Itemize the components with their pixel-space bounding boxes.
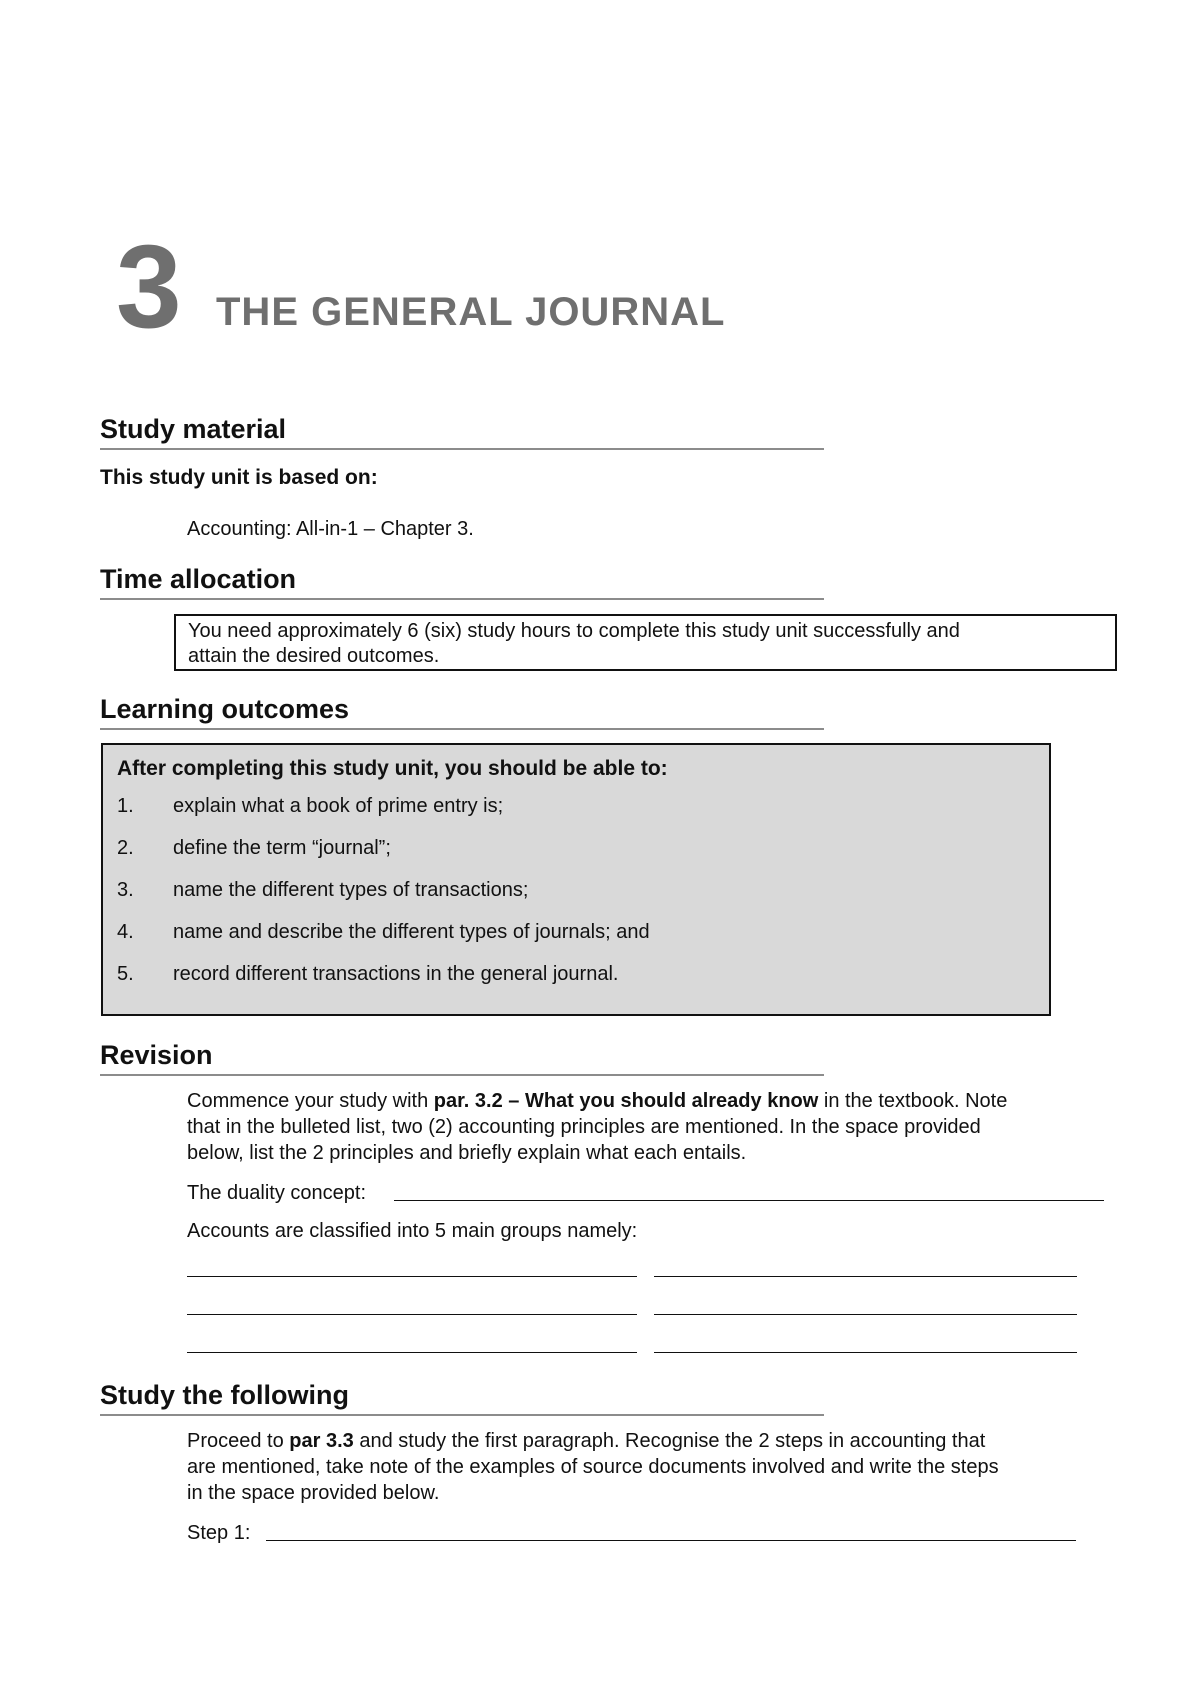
accounts-answer-line[interactable] — [654, 1352, 1077, 1353]
study-following-line-2: are mentioned, take note of the examples of source documents involved and write the steps — [187, 1456, 999, 1478]
revision-text-end: in the textbook. Note — [818, 1090, 1008, 1112]
outcome-text: define the term “journal”; — [173, 837, 391, 859]
study-following-text-start: Proceed to — [187, 1430, 290, 1452]
step-1-label: Step 1: — [187, 1522, 251, 1544]
revision-text-bold: par. 3.2 – What you should already know — [433, 1090, 819, 1112]
revision-paragraph — [187, 1088, 1117, 1166]
study-following-text-bold: par 3.3 — [289, 1430, 354, 1452]
accounts-answer-line[interactable] — [187, 1352, 637, 1353]
study-material-reference: Accounting: All-in-1 – Chapter 3. — [187, 518, 474, 540]
outcome-text: name the different types of transactions; — [173, 879, 529, 901]
outcome-item — [117, 877, 1035, 919]
outcome-text: record different transactions in the general journal. — [173, 963, 619, 985]
accounts-answer-line[interactable] — [654, 1276, 1077, 1277]
outcome-item — [117, 961, 1035, 1003]
revision-line-2: that in the bulleted list, two (2) accounting principles are mentioned. In the space provided — [187, 1116, 981, 1138]
study-following-paragraph — [187, 1428, 1117, 1506]
revision-text-start: Commence your study with — [187, 1090, 434, 1112]
outcome-item — [117, 919, 1035, 961]
revision-line-3: below, list the 2 principles and briefly explain what each entails. — [187, 1142, 747, 1164]
outcome-number: 5. — [117, 963, 134, 985]
time-allocation-box — [174, 614, 1117, 671]
time-allocation-line-2: attain the desired outcomes. — [188, 645, 440, 667]
accounts-answer-line[interactable] — [187, 1314, 637, 1315]
study-material-intro: This study unit is based on: — [100, 466, 378, 489]
duality-answer-line[interactable] — [394, 1200, 1104, 1201]
outcome-number: 1. — [117, 795, 134, 817]
accounts-label: Accounts are classified into 5 main groups namely: — [187, 1220, 638, 1242]
time-allocation-heading: Time allocation — [100, 564, 824, 600]
study-following-text-end: and study the first paragraph. Recognise the 2 steps in accounting that — [353, 1430, 986, 1452]
duality-label: The duality concept: — [187, 1182, 366, 1204]
learning-outcomes-intro: After completing this study unit, you should be able to: — [117, 757, 668, 780]
time-allocation-line-1: You need approximately 6 (six) study hours to complete this study unit successfully and — [188, 620, 960, 642]
outcome-text: explain what a book of prime entry is; — [173, 795, 504, 817]
study-following-line-3: in the space provided below. — [187, 1482, 440, 1504]
chapter-title: THE GENERAL JOURNAL — [216, 290, 726, 334]
outcome-text: name and describe the different types of journals; and — [173, 921, 650, 943]
outcome-number: 2. — [117, 837, 134, 859]
chapter-number: 3 — [116, 221, 180, 353]
learning-outcomes-box — [101, 743, 1051, 1016]
study-following-heading: Study the following — [100, 1380, 824, 1416]
step-1-answer-line[interactable] — [266, 1540, 1076, 1541]
accounts-answer-line[interactable] — [187, 1276, 637, 1277]
outcome-item — [117, 835, 1035, 877]
outcome-number: 3. — [117, 879, 134, 901]
outcome-number: 4. — [117, 921, 134, 943]
accounts-answer-line[interactable] — [654, 1314, 1077, 1315]
study-material-heading: Study material — [100, 414, 824, 450]
revision-heading: Revision — [100, 1040, 824, 1076]
learning-outcomes-heading: Learning outcomes — [100, 694, 824, 730]
outcome-item — [117, 793, 1035, 835]
